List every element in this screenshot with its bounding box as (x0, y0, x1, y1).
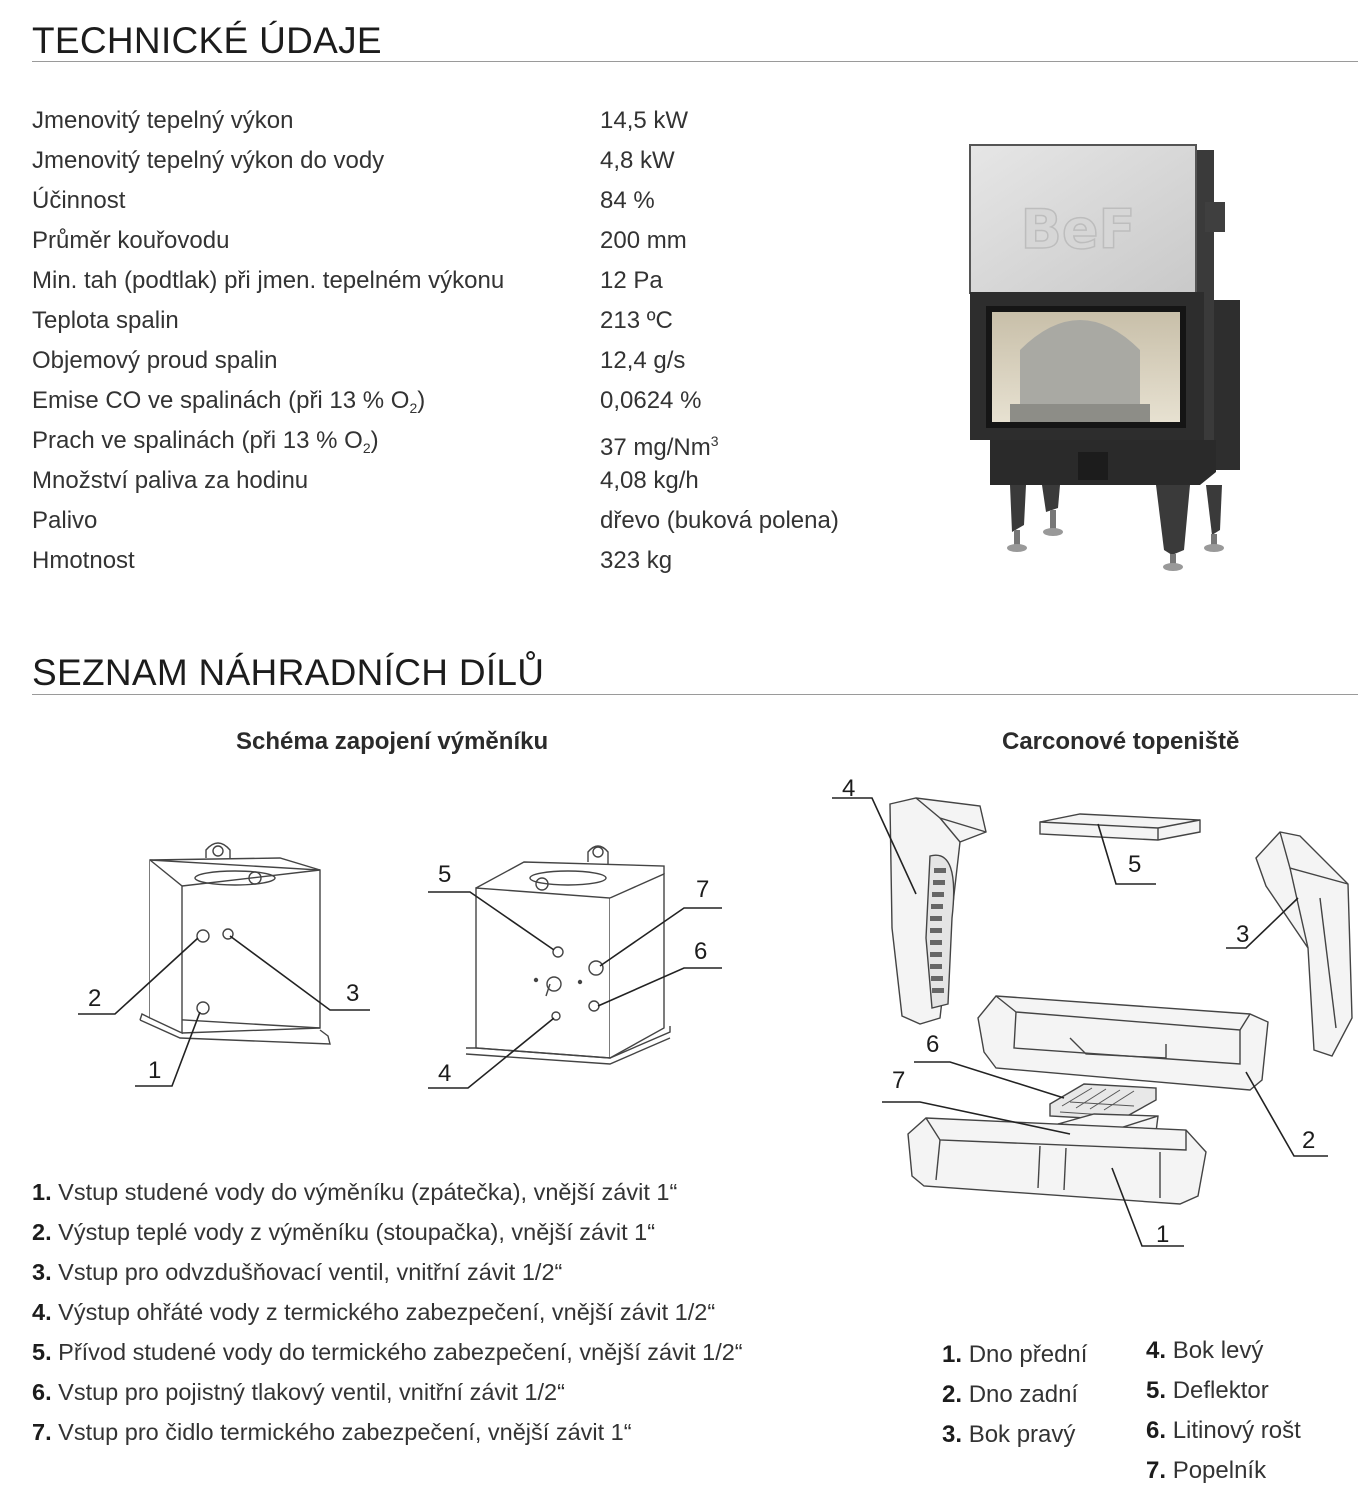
spec-label: Palivo (32, 507, 98, 534)
spec-value: 4,8 kW (600, 147, 675, 174)
callout-number: 5 (438, 861, 452, 888)
callout-number: 3 (1236, 921, 1250, 948)
spec-value: 4,08 kg/h (600, 467, 699, 494)
spec-label: Emise CO ve spalinách (při 13 % $O_2$) (32, 387, 426, 416)
callout-number: 1 (1156, 1221, 1170, 1248)
spare-parts-heading: SEZNAM NÁHRADNÍCH DÍLŮ (32, 652, 545, 693)
callout-number: 7 (696, 876, 710, 903)
spec-value: 12 Pa (600, 267, 663, 294)
callout-number: 6 (694, 938, 708, 965)
part-item: 6. Litinový rošt (1146, 1417, 1301, 1444)
spec-row (32, 181, 912, 221)
spec-label: Hmotnost (32, 547, 135, 574)
legend-item: 2. Výstup teplé vody z výměníku (stoupačka), vnější závit 1“ (32, 1219, 656, 1245)
spec-label: Množství paliva za hodinu (32, 467, 309, 494)
spec-label: Průměr kouřovodu (32, 227, 230, 254)
callout-number: 4 (438, 1060, 452, 1087)
spec-row (32, 301, 912, 341)
heading-divider (32, 694, 1358, 695)
part-item: 5. Deflektor (1146, 1377, 1269, 1404)
spec-label: Prach ve spalinách (při 13 % $O_2$) (32, 427, 379, 456)
spec-row (32, 101, 912, 141)
product-logo: BeF (1020, 198, 1136, 261)
legend-item: 4. Výstup ohřáté vody z termického zabezpečení, vnější závit 1/2“ (32, 1299, 716, 1325)
callout-number: 3 (346, 980, 360, 1007)
spec-label: Teplota spalin (32, 307, 179, 334)
spec-row (32, 461, 912, 501)
spec-row (32, 381, 912, 421)
spec-value: 14,5 kW (600, 107, 689, 134)
spec-row (32, 221, 912, 261)
firebox-diagram (820, 768, 1358, 1268)
part-item: 3. Bok pravý (942, 1421, 1076, 1448)
part-item: 7. Popelník (1146, 1457, 1267, 1484)
spec-value: 213 ºC (600, 307, 673, 334)
spec-row (32, 501, 912, 541)
callout-number: 7 (892, 1067, 906, 1094)
fireplace-image (960, 140, 1230, 580)
spec-value: 37 mg/Nm$^3$ (600, 433, 719, 461)
technical-data-heading: TECHNICKÉ ÚDAJE (32, 20, 382, 61)
heading-divider (32, 61, 1358, 62)
spec-row (32, 421, 912, 461)
callout-line (1246, 1072, 1328, 1156)
spec-value: dřevo (buková polena) (600, 507, 839, 534)
callout-number: 5 (1128, 851, 1142, 878)
legend-item: 7. Vstup pro čidlo termického zabezpečení, vnější závit 1“ (32, 1419, 632, 1445)
spec-label: Jmenovitý tepelný výkon (32, 107, 294, 134)
exchanger-diagram-left (70, 838, 390, 1098)
spec-value: 200 mm (600, 227, 687, 254)
spec-row (32, 341, 912, 381)
spec-row (32, 141, 912, 181)
exchanger-diagram-right (420, 838, 740, 1098)
exchanger-diagram-title: Schéma zapojení výměníku (236, 728, 549, 755)
spec-label: Účinnost (32, 187, 126, 214)
spec-label: Min. tah (podtlak) při jmen. tepelném výkonu (32, 267, 505, 294)
spec-value: 323 kg (600, 547, 673, 574)
legend-item: 3. Vstup pro odvzdušňovací ventil, vnitřní závit 1/2“ (32, 1259, 563, 1285)
legend-item: 6. Vstup pro pojistný tlakový ventil, vnitřní závit 1/2“ (32, 1379, 565, 1405)
firebox-diagram-title: Carconové topeniště (1002, 728, 1240, 755)
spec-label: Jmenovitý tepelný výkon do vody (32, 147, 385, 174)
legend-item: 5. Přívod studené vody do termického zabezpečení, vnější závit 1/2“ (32, 1339, 743, 1365)
spec-value: 84 % (600, 187, 655, 214)
callout-number: 1 (148, 1057, 162, 1084)
part-item: 1. Dno přední (942, 1341, 1088, 1368)
callout-number: 2 (88, 985, 102, 1012)
callout-number: 4 (842, 775, 856, 802)
spec-label: Objemový proud spalin (32, 347, 278, 374)
callout-number: 2 (1302, 1127, 1316, 1154)
spec-row (32, 541, 912, 581)
spec-value: 12,4 g/s (600, 347, 686, 374)
spec-row (32, 261, 912, 301)
part-item: 4. Bok levý (1146, 1337, 1264, 1364)
spec-value: 0,0624 % (600, 387, 702, 414)
legend-item: 1. Vstup studené vody do výměníku (zpátečka), vnější závit 1“ (32, 1179, 678, 1205)
callout-number: 6 (926, 1031, 940, 1058)
part-item: 2. Dno zadní (942, 1381, 1079, 1408)
